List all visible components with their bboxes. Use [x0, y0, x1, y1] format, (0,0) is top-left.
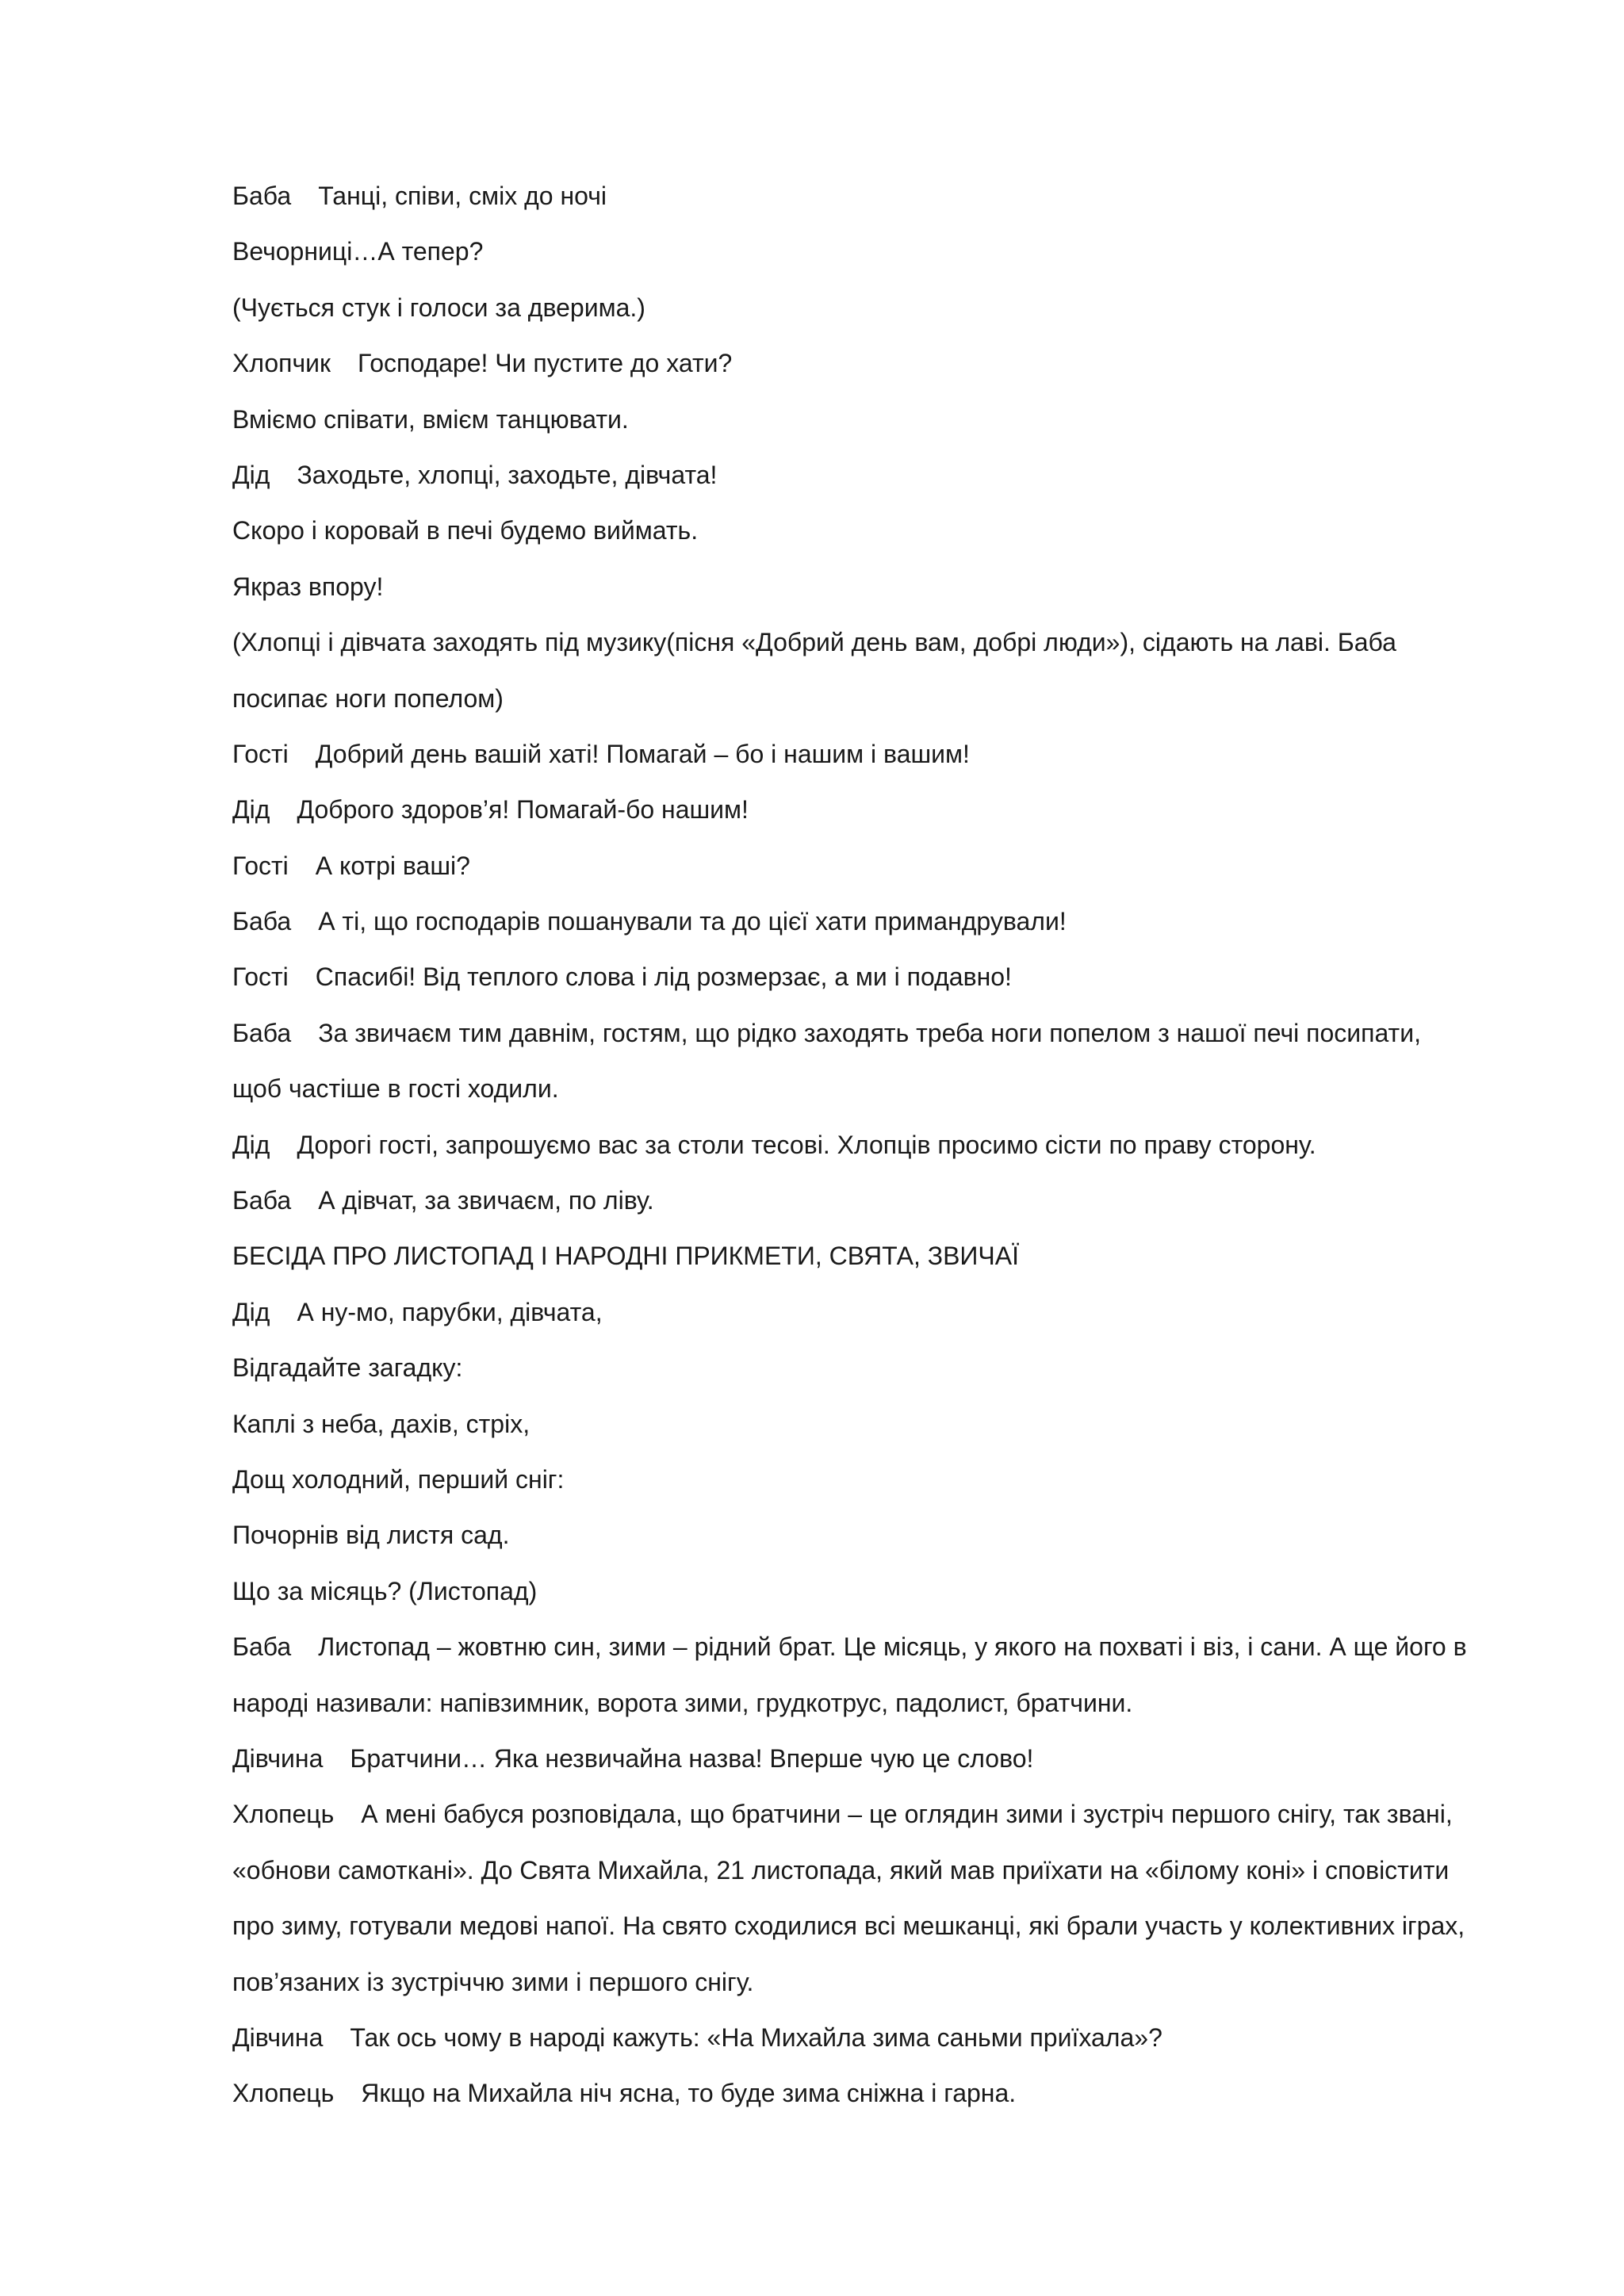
- line-text: Дощ холодний, перший сніг:: [232, 1464, 565, 1494]
- script-line: [232, 233, 1517, 289]
- script-line: [232, 903, 1517, 959]
- line-text: А котрі ваші?: [315, 851, 470, 880]
- line-text: За звичаєм тим давнім, гостям, що рідко заходять треба ноги попелом з нашої печі посипати,: [318, 1018, 1421, 1047]
- script-line: [232, 1015, 1517, 1070]
- line-text: Якщо на Михайла ніч ясна, то буде зима сніжна і гарна.: [361, 2079, 1017, 2108]
- script-line: [232, 401, 1517, 457]
- line-text: А мені бабуся розповідала, що братчини – це оглядин зими і зустріч першого снігу, так звані,: [361, 1800, 1453, 1829]
- line-text: Вміємо співати, вмієм танцювати.: [232, 404, 629, 434]
- line-text: Каплі з неба, дахів, стріх,: [232, 1409, 530, 1438]
- speaker-name: Дівчина: [232, 1743, 324, 1773]
- speaker-name: Гості: [232, 962, 289, 992]
- line-text: Братчини… Яка незвичайна назва! Вперше чую це слово!: [350, 1743, 1034, 1773]
- line-text: посипає ноги попелом): [232, 683, 504, 713]
- line-text: Якраз впору!: [232, 572, 384, 601]
- speaker-name: Баба: [232, 1018, 292, 1047]
- script-line: [232, 178, 1517, 233]
- line-text: А дівчат, за звичаєм, по ліву.: [318, 1186, 654, 1215]
- script-line: [232, 2075, 1517, 2130]
- line-text: Відгадайте загадку:: [232, 1353, 463, 1383]
- speaker-name: Хлопчик: [232, 349, 331, 378]
- line-text: пов’язаних із зустріччю зими і першого снігу.: [232, 1967, 754, 1996]
- line-text: Добрий день вашій хаті! Помагай – бо і нашим і вашим!: [315, 739, 970, 768]
- script-line: [232, 1628, 1517, 1684]
- line-text: про зиму, готували медові напої. На свято сходилися всі мешканці, які брали участь у колективних іграх,: [232, 1911, 1465, 1941]
- speaker-name: Баба: [232, 1632, 292, 1662]
- script-line: [232, 791, 1517, 847]
- script-line: [232, 1127, 1517, 1182]
- line-text: А ну-мо, парубки, дівчата,: [297, 1297, 603, 1326]
- speaker-name: Дід: [232, 1130, 270, 1159]
- line-text: Господаре! Чи пустите до хати?: [358, 349, 733, 378]
- line-text: Вечорниці…А тепер?: [232, 237, 484, 266]
- script-line: [232, 1796, 1517, 1851]
- speaker-name: Гості: [232, 851, 289, 880]
- script-line: [232, 680, 1517, 736]
- script-line: [232, 1294, 1517, 1349]
- script-line: [232, 624, 1517, 679]
- script-line: [232, 2019, 1517, 2075]
- line-text: Почорнів від листя сад.: [232, 1521, 510, 1550]
- speaker-name: Дівчина: [232, 2022, 324, 2052]
- speaker-name: Хлопець: [232, 1800, 335, 1829]
- line-text: Дорогі гості, запрошуємо вас за столи тесові. Хлопців просимо сісти по праву сторону.: [297, 1130, 1316, 1159]
- speaker-name: Баба: [232, 1186, 292, 1215]
- script-line: [232, 1182, 1517, 1238]
- line-text: народі називали: напівзимник, ворота зими, грудкотрус, падолист, братчини.: [232, 1688, 1133, 1717]
- line-text: Листопад – жовтню син, зими – рідний брат. Це місяць, у якого на похваті і віз, і сани. А ще його в: [318, 1632, 1467, 1662]
- script-line: [232, 848, 1517, 903]
- line-text: щоб частіше в гості ходили.: [232, 1074, 559, 1104]
- line-text: (Хлопці і дівчата заходять під музику(пісня «Добрий день вам, добрі люди»), сідають на лаві. Баба: [232, 628, 1396, 657]
- script-line: [232, 1740, 1517, 1796]
- speaker-name: Гості: [232, 739, 289, 768]
- line-text: Скоро і коровай в печі будемо виймать.: [232, 516, 699, 545]
- line-text: БЕСІДА ПРО ЛИСТОПАД І НАРОДНІ ПРИКМЕТИ, СВЯТА, ЗВИЧАЇ: [232, 1242, 1019, 1271]
- line-text: «обнови самоткані». До Свята Михайла, 21 листопада, який мав приїхати на «білому коні» і сповістити: [232, 1855, 1450, 1885]
- script-line: [232, 568, 1517, 624]
- line-text: Так ось чому в народі кажуть: «На Михайла зима саньми приїхала»?: [350, 2022, 1162, 2052]
- script-line: [232, 1238, 1517, 1293]
- script-line: [232, 1964, 1517, 2019]
- line-text: Танці, співи, сміх до ночі: [318, 182, 607, 210]
- line-text: Доброго здоров’я! Помагай-бо нашим!: [297, 795, 749, 825]
- script-text: [232, 178, 1517, 2131]
- script-line: [232, 1573, 1517, 1628]
- script-line: [232, 1852, 1517, 1908]
- script-line: [232, 512, 1517, 568]
- line-text: А ті, що господарів пошанували та до цієї хати примандрували!: [318, 907, 1067, 936]
- script-line: [232, 1685, 1517, 1740]
- script-line: [232, 1406, 1517, 1461]
- script-line: [232, 736, 1517, 791]
- speaker-name: Дід: [232, 795, 270, 825]
- line-text: Заходьте, хлопці, заходьте, дівчата!: [297, 460, 718, 489]
- line-text: Що за місяць? (Листопад): [232, 1576, 538, 1605]
- script-line: [232, 1349, 1517, 1405]
- speaker-name: Баба: [232, 182, 292, 210]
- script-line: [232, 1461, 1517, 1517]
- script-line: [232, 1517, 1517, 1572]
- speaker-name: Баба: [232, 907, 292, 936]
- script-line: [232, 345, 1517, 400]
- script-line: [232, 1070, 1517, 1126]
- speaker-name: Дід: [232, 460, 270, 489]
- script-line: [232, 1908, 1517, 1963]
- script-line: [232, 457, 1517, 512]
- script-line: [232, 289, 1517, 345]
- line-text: Спасибі! Від теплого слова і лід розмерзає, а ми і подавно!: [315, 962, 1012, 992]
- speaker-name: Хлопець: [232, 2079, 335, 2108]
- line-text: (Чується стук і голоси за дверима.): [232, 293, 645, 322]
- speaker-name: Дід: [232, 1297, 270, 1326]
- script-line: [232, 959, 1517, 1014]
